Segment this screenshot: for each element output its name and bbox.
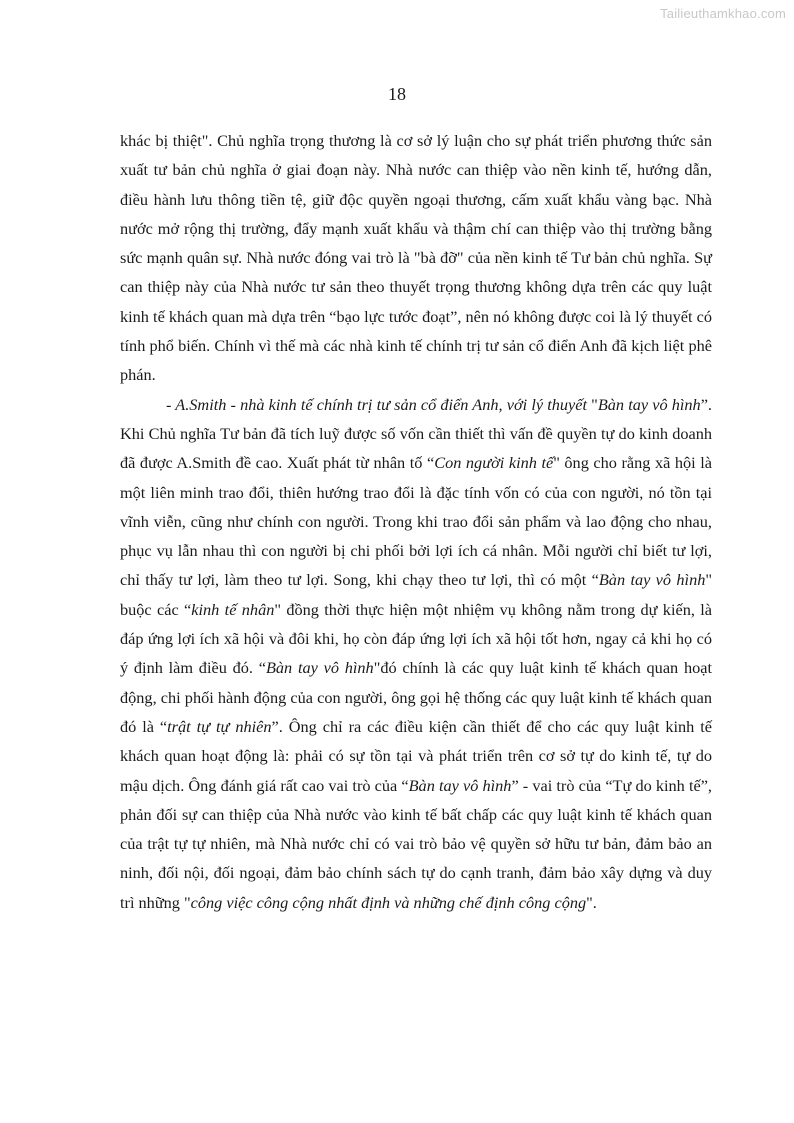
text-segment: ”. Khi Chủ nghĩa Tư bản đã tích luỹ được số vốn cần thiết thì vấn đề quyền tự do kinh doanh đã được A.Smith đề cao. Xuất phát từ nhân tố “ [120, 394, 712, 473]
emphasis: công việc công cộng nhất định và những chế định công cộng [190, 892, 587, 912]
paragraph-1: khác bị thiệt". Chủ nghĩa trọng thương là cơ sở lý luận cho sự phát triển phương thức sản xuất tư bản chủ nghĩa ở giai đoạn này. Nhà nước can thiệp vào nền kinh tế, hướng dẫn, điều hành lưu thông tiền tệ, giữ độc quyền ngoại thương, cấm xuất khẩu vàng bạc. Nhà nước mở rộng thị trường, đẩy mạnh xuất khẩu và thậm chí can thiệp vào thị trường bằng sức mạnh quân sự. Nhà nước đóng vai trò là "bà đỡ" của nền kinh tế Tư bản chủ nghĩa. Sự can thiệp này của Nhà nước tư sản theo thuyết trọng thương không dựa trên các quy luật kinh tế khách quan mà dựa trên “bạo lực tước đoạt”, nên nó không được coi là lý thuyết có tính phổ biến. Chính vì thế mà các nhà kinh tế chính trị tư sản cổ điển Anh đã kịch liệt phê phán. [120, 131, 712, 385]
watermark: Tailieuthamkhao.com [660, 6, 786, 21]
emphasis: Bàn tay vô hình [408, 775, 512, 795]
emphasis: Bàn tay vô hình [265, 658, 374, 678]
emphasis: Con người kinh tế [434, 453, 554, 473]
text-segment: ” - vai trò của “Tự do kinh tế”, phản đối sự can thiệp của Nhà nước vào kinh tế bất chấp các quy luật kinh tế khách quan của trật tự tự nhiên, mà Nhà nước chỉ có vai trò bảo vệ quyền sở hữu tư bản, đảm bảo an ninh, đối nội, đối ngoại, đảm bảo chính sách tự do cạnh tranh, đảm bảo xây dựng và duy trì những " [120, 775, 712, 912]
text-segment: - A.Smith - nhà kinh tế chính trị tư sản cổ điển Anh, với lý thuyết [166, 394, 592, 414]
text-segment: ". [586, 892, 597, 912]
page-number: 18 [388, 84, 406, 104]
text-segment: " đồng thời thực hiện một nhiệm vụ không nằm trong dự kiến, là đáp ứng lợi ích xã hội và đôi khi, họ còn đáp ứng lợi ích xã hội tốt hơn, ngay cả khi họ có ý định làm điều đó. “ [120, 599, 713, 678]
text-segment: " ông cho rằng xã hội là một liên minh trao đổi, thiên hướng trao đổi là đặc tính vốn có của con người, nó tồn tại vĩnh viễn, cũng như chính con người. Trong khi trao đổi sản phẩm và lao động cho nhau, phục vụ lẫn nhau thì con người bị chi phối bởi lợi ích cá nhân. Mỗi người chỉ biết tư lợi, chỉ thấy tư lợi, làm theo tư lợi. Song, khi chạy theo tư lợi, thì có một “ [120, 453, 712, 590]
text-segment: "đó chính là các quy luật kinh tế khách quan hoạt động, chi phối hành động của con người, ông gọi hệ thống các quy luật kinh tế khách quan đó là “ [120, 658, 712, 736]
emphasis: Bàn tay vô hình [597, 394, 701, 414]
emphasis: Bàn tay vô hình [598, 570, 706, 590]
paragraph-2 [120, 390, 712, 917]
text-segment: " [591, 394, 598, 414]
text-segment: ”. Ông chỉ ra các điều kiện cần thiết để cho các quy luật kinh tế khách quan hoạt động là: phải có sự tồn tại và phát triển trên cơ sở tự do kinh tế, tự do mậu dịch. Ông đánh giá rất cao vai trò của “ [120, 716, 712, 795]
emphasis: kinh tế nhân [191, 599, 275, 619]
text-segment: " buộc các “ [120, 570, 713, 619]
emphasis: trật tự tự nhiên [167, 716, 272, 736]
document-body [120, 126, 712, 917]
